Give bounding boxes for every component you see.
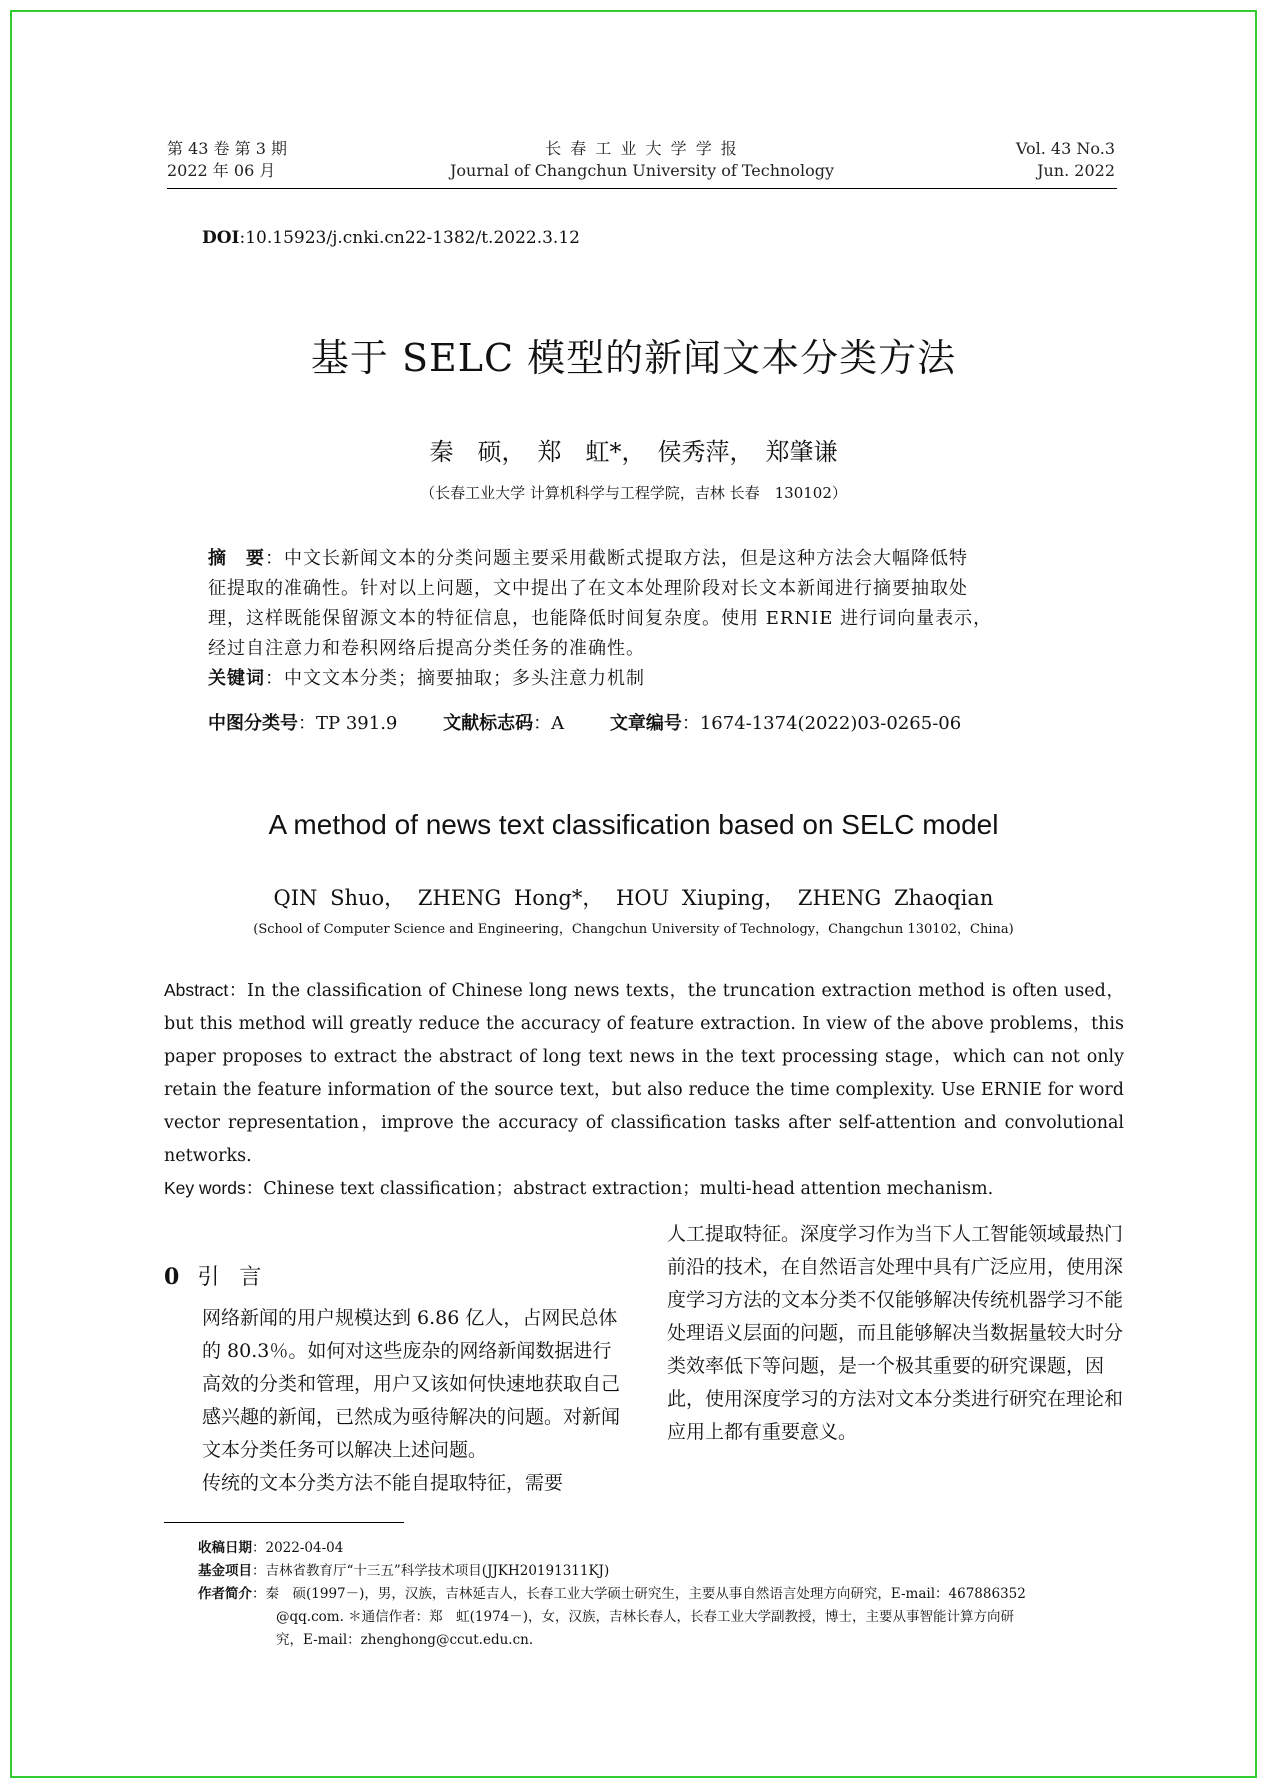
keywords-cn-value: ：中文文本分类；摘要抽取；多头注意力机制 <box>265 668 645 689</box>
article-number: 文章编号：1674-1374(2022)03-0265-06 <box>609 713 962 734</box>
date-en: Jun. 2022 <box>1037 161 1115 180</box>
abstract-cn-line-4: 经过自注意力和卷积网络后提高分类任务的准确性。 <box>208 638 645 659</box>
authors-cn: 秦 硕， 郑 虹*， 侯秀萍， 郑肇谦 <box>429 438 838 466</box>
volume-issue <box>167 138 287 182</box>
abstract-cn <box>208 544 1088 694</box>
fund-project: 基金项目：吉林省教育厅“十三五”科学技术项目(JJKH20191311KJ) <box>198 1563 610 1579</box>
abstract-cn-label: 摘 要 <box>208 548 265 569</box>
abstract-en <box>164 974 1124 1173</box>
document-code: 文献标志码：A <box>443 713 565 734</box>
paper-title-cn: 基于 SELC 模型的新闻文本分类方法 <box>310 336 957 380</box>
section-heading <box>164 1260 281 1291</box>
header-divider <box>167 188 1117 189</box>
abstract-en-label: Abstract <box>164 980 229 1000</box>
authors-en: QIN Shuo， ZHENG Hong*， HOU Xiuping， ZHENG Zhaoqian <box>273 886 994 910</box>
journal-name <box>412 138 872 182</box>
paragraph-2: 传统的文本分类方法不能自提取特征，需要 <box>202 1472 564 1494</box>
journal-name-cn: 长 春 工 业 大 学 学 报 <box>545 139 739 158</box>
clc-number: 中图分类号：TP 391.9 <box>208 713 398 734</box>
journal-name-en: Journal of Changchun University of Technology <box>450 161 834 180</box>
keywords-en <box>164 1175 993 1200</box>
volume-line: 第 43 卷 第 3 期 <box>167 139 287 158</box>
affiliation-cn: （长春工业大学 计算机科学与工程学院，吉林 长春 130102） <box>420 484 847 502</box>
section-title: 引言 <box>197 1265 282 1290</box>
journal-page <box>10 10 1257 1778</box>
author-bio-line-2: @qq.com. ＊通信作者：郑 虹(1974－)，女，汉族，吉林长春人，长春工业大学副教授，博士，主要从事智能计算方向研 <box>276 1609 1015 1625</box>
author-bio: 作者简介：秦 硕(1997－)，男，汉族，吉林延吉人，长春工业大学硕士研究生，主要从事自然语言处理方向研究，E-mail：467886352 @qq.com. ＊通信作者：郑 虹(1974－)，女，汉族，吉林长春人，长春工业大学副教授，博士，主要从事智能计算方向研 究，E-mail：zhenghong@ccut.edu.cn. <box>198 1583 1130 1652</box>
keywords-en-label: Key words <box>164 1178 246 1198</box>
doi[interactable] <box>202 228 580 248</box>
keywords-cn <box>208 664 1088 694</box>
abstract-cn-line-2: 征提取的准确性。针对以上问题，文中提出了在文本处理阶段对长文本新闻进行摘要抽取处 <box>208 578 968 599</box>
volume-en: Vol. 43 No.3 <box>1015 139 1115 158</box>
body-left-column <box>164 1302 624 1500</box>
author-bio-line-3: 究，E-mail：zhenghong@ccut.edu.cn. <box>276 1632 534 1648</box>
received-date: 收稿日期：2022-04-04 <box>198 1540 344 1556</box>
abstract-cn-line-3: 理，这样既能保留源文本的特征信息，也能降低时间复杂度。使用 ERNIE 进行词向量表示， <box>208 608 993 629</box>
date-line: 2022 年 06 月 <box>167 161 276 180</box>
paper-title-en: A method of news text classification based on SELC model <box>268 809 999 840</box>
paragraph-1: 网络新闻的用户规模达到 6.86 亿人，占网民总体的 80.3％。如何对这些庞杂的网络新闻数据进行高效的分类和管理，用户又该如何快速地获取自己感兴趣的新闻，已然成为亟待解决的问题。对新闻文本分类任务可以解决上述问题。 <box>202 1307 621 1461</box>
abstract-en-text: ：In the classification of Chinese long news texts，the truncation extraction method is often used，but this method will greatly reduce the accuracy of feature extraction. In view of the above problems，this paper proposes to extract the abstract of long text news in the text processing stage，which can not only retain the feature information of the source text，but also reduce the time complexity. Use ERNIE for word vector representation，improve the accuracy of classification tasks after self-attention and convolutional networks. <box>164 981 1124 1166</box>
keywords-en-value: ：Chinese text classification；abstract extraction；multi-head attention mechanism. <box>245 1179 994 1199</box>
footnotes <box>198 1537 1130 1652</box>
body-right-column: 人工提取特征。深度学习作为当下人工智能领域最热门前沿的技术，在自然语言处理中具有广泛应用，使用深度学习方法的文本分类不仅能够解决传统机器学习不能处理语义层面的问题，而且能够解决当数据量较大时分类效率低下等问题，是一个极其重要的研究课题，因此，使用深度学习的方法对文本分类进行研究在理论和应用上都有重要意义。 <box>667 1223 1124 1443</box>
footnote-divider <box>164 1522 404 1523</box>
abstract-cn-line-1: 摘 要：中文长新闻文本的分类问题主要采用截断式提取方法，但是这种方法会大幅降低特 <box>208 548 968 569</box>
doi-value: :10.15923/j.cnki.cn22-1382/t.2022.3.12 <box>239 228 580 248</box>
volume-issue-en <box>1016 138 1115 182</box>
affiliation-en: (School of Computer Science and Engineering，Changchun University of Technology，Changchun 130102，China) <box>253 922 1014 937</box>
section-number: 0 <box>164 1264 180 1290</box>
doi-label: DOI <box>202 228 240 248</box>
classification-meta <box>208 709 1001 735</box>
keywords-cn-label: 关键词 <box>208 668 265 689</box>
